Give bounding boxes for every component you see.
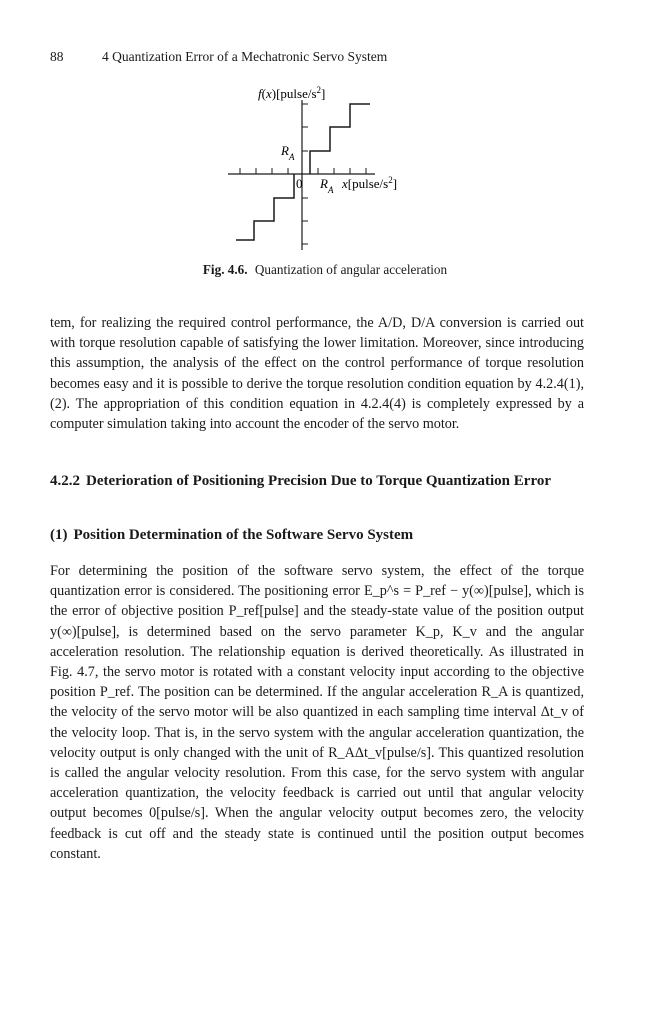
ra-label-y: $R_A$ xyxy=(281,143,295,162)
page-number: 88 xyxy=(50,49,64,64)
staircase-positive xyxy=(310,104,370,174)
subsection-title: Position Determination of the Software Servo System xyxy=(73,527,414,543)
ra-label-x: $R_A$ xyxy=(320,176,334,195)
caption-text: Quantization of angular acceleration xyxy=(254,262,448,277)
running-header xyxy=(50,49,387,65)
caption-label: Fig. 4.6. xyxy=(202,262,248,277)
origin-label: 0 xyxy=(296,176,303,191)
x-axis-label: $x[pulse/s^2]$ xyxy=(342,175,398,191)
staircase-negative xyxy=(236,174,294,240)
x-ticks xyxy=(240,168,366,174)
figure-caption xyxy=(0,262,650,278)
section-title: Deterioration of Positioning Precision Due to Torque Quantization Error xyxy=(86,473,551,489)
paragraph-2: For determining the position of the software servo system, the effect of the torque quantization error is considered. The positioning error E_p^s = P_ref − y(∞)[pulse], which is the error of objective position P_ref[pulse] and the steady-state value of the position output y(∞)[pulse], is determined based on the servo parameter K_p, K_v and the angular acceleration resolution. The relationship equation is derived theoretically. As illustrated in Fig. 4.7, the servo motor is rotated with a constant velocity input according to the objective position P_ref. The position can be determined. If the angular acceleration R_A is quantized, the velocity of the servo motor will be also quantized in each sampling time interval Δt_v of the velocity loop. That is, in the servo system with the angular acceleration quantization, the velocity output is only changed with the unit of R_AΔt_v[pulse/s]. This quantized resolution is called the angular velocity resolution. From this case, for the servo system with angular acceleration quantization, the velocity feedback is carried out until that angular velocity output becomes 0[pulse/s]. When the angular velocity output becomes zero, the velocity feedback is cut off and the steady state is continued until the position output becomes constant. xyxy=(50,563,584,862)
y-axis-label: $f(x)[pulse/s^2]$ xyxy=(258,85,326,101)
quantization-staircase-plot xyxy=(0,80,650,270)
section-heading-4-2-2 xyxy=(50,471,584,491)
subsection-heading-1 xyxy=(50,525,584,545)
section-number: 4.2.2 xyxy=(50,473,80,489)
paragraph-1: tem, for realizing the required control performance, the A/D, D/A conversion is carried out with torque resolution capable of satisfying the lower limitation. Moreover, since introducing this assumption, the analysis of the effect on the control performance of torque resolution becomes easy and it is possible to derive the torque resolution condition equation by 4.2.4(1), (2). The appropriation of this condition equation in 4.2.4(4) is completely expressed by a computer simulation taking into account the encoder of the servo motor. xyxy=(50,315,584,433)
running-title: 4 Quantization Error of a Mechatronic Servo System xyxy=(102,49,388,64)
figure-quantization xyxy=(0,80,650,290)
subsection-number: (1) xyxy=(50,527,68,543)
